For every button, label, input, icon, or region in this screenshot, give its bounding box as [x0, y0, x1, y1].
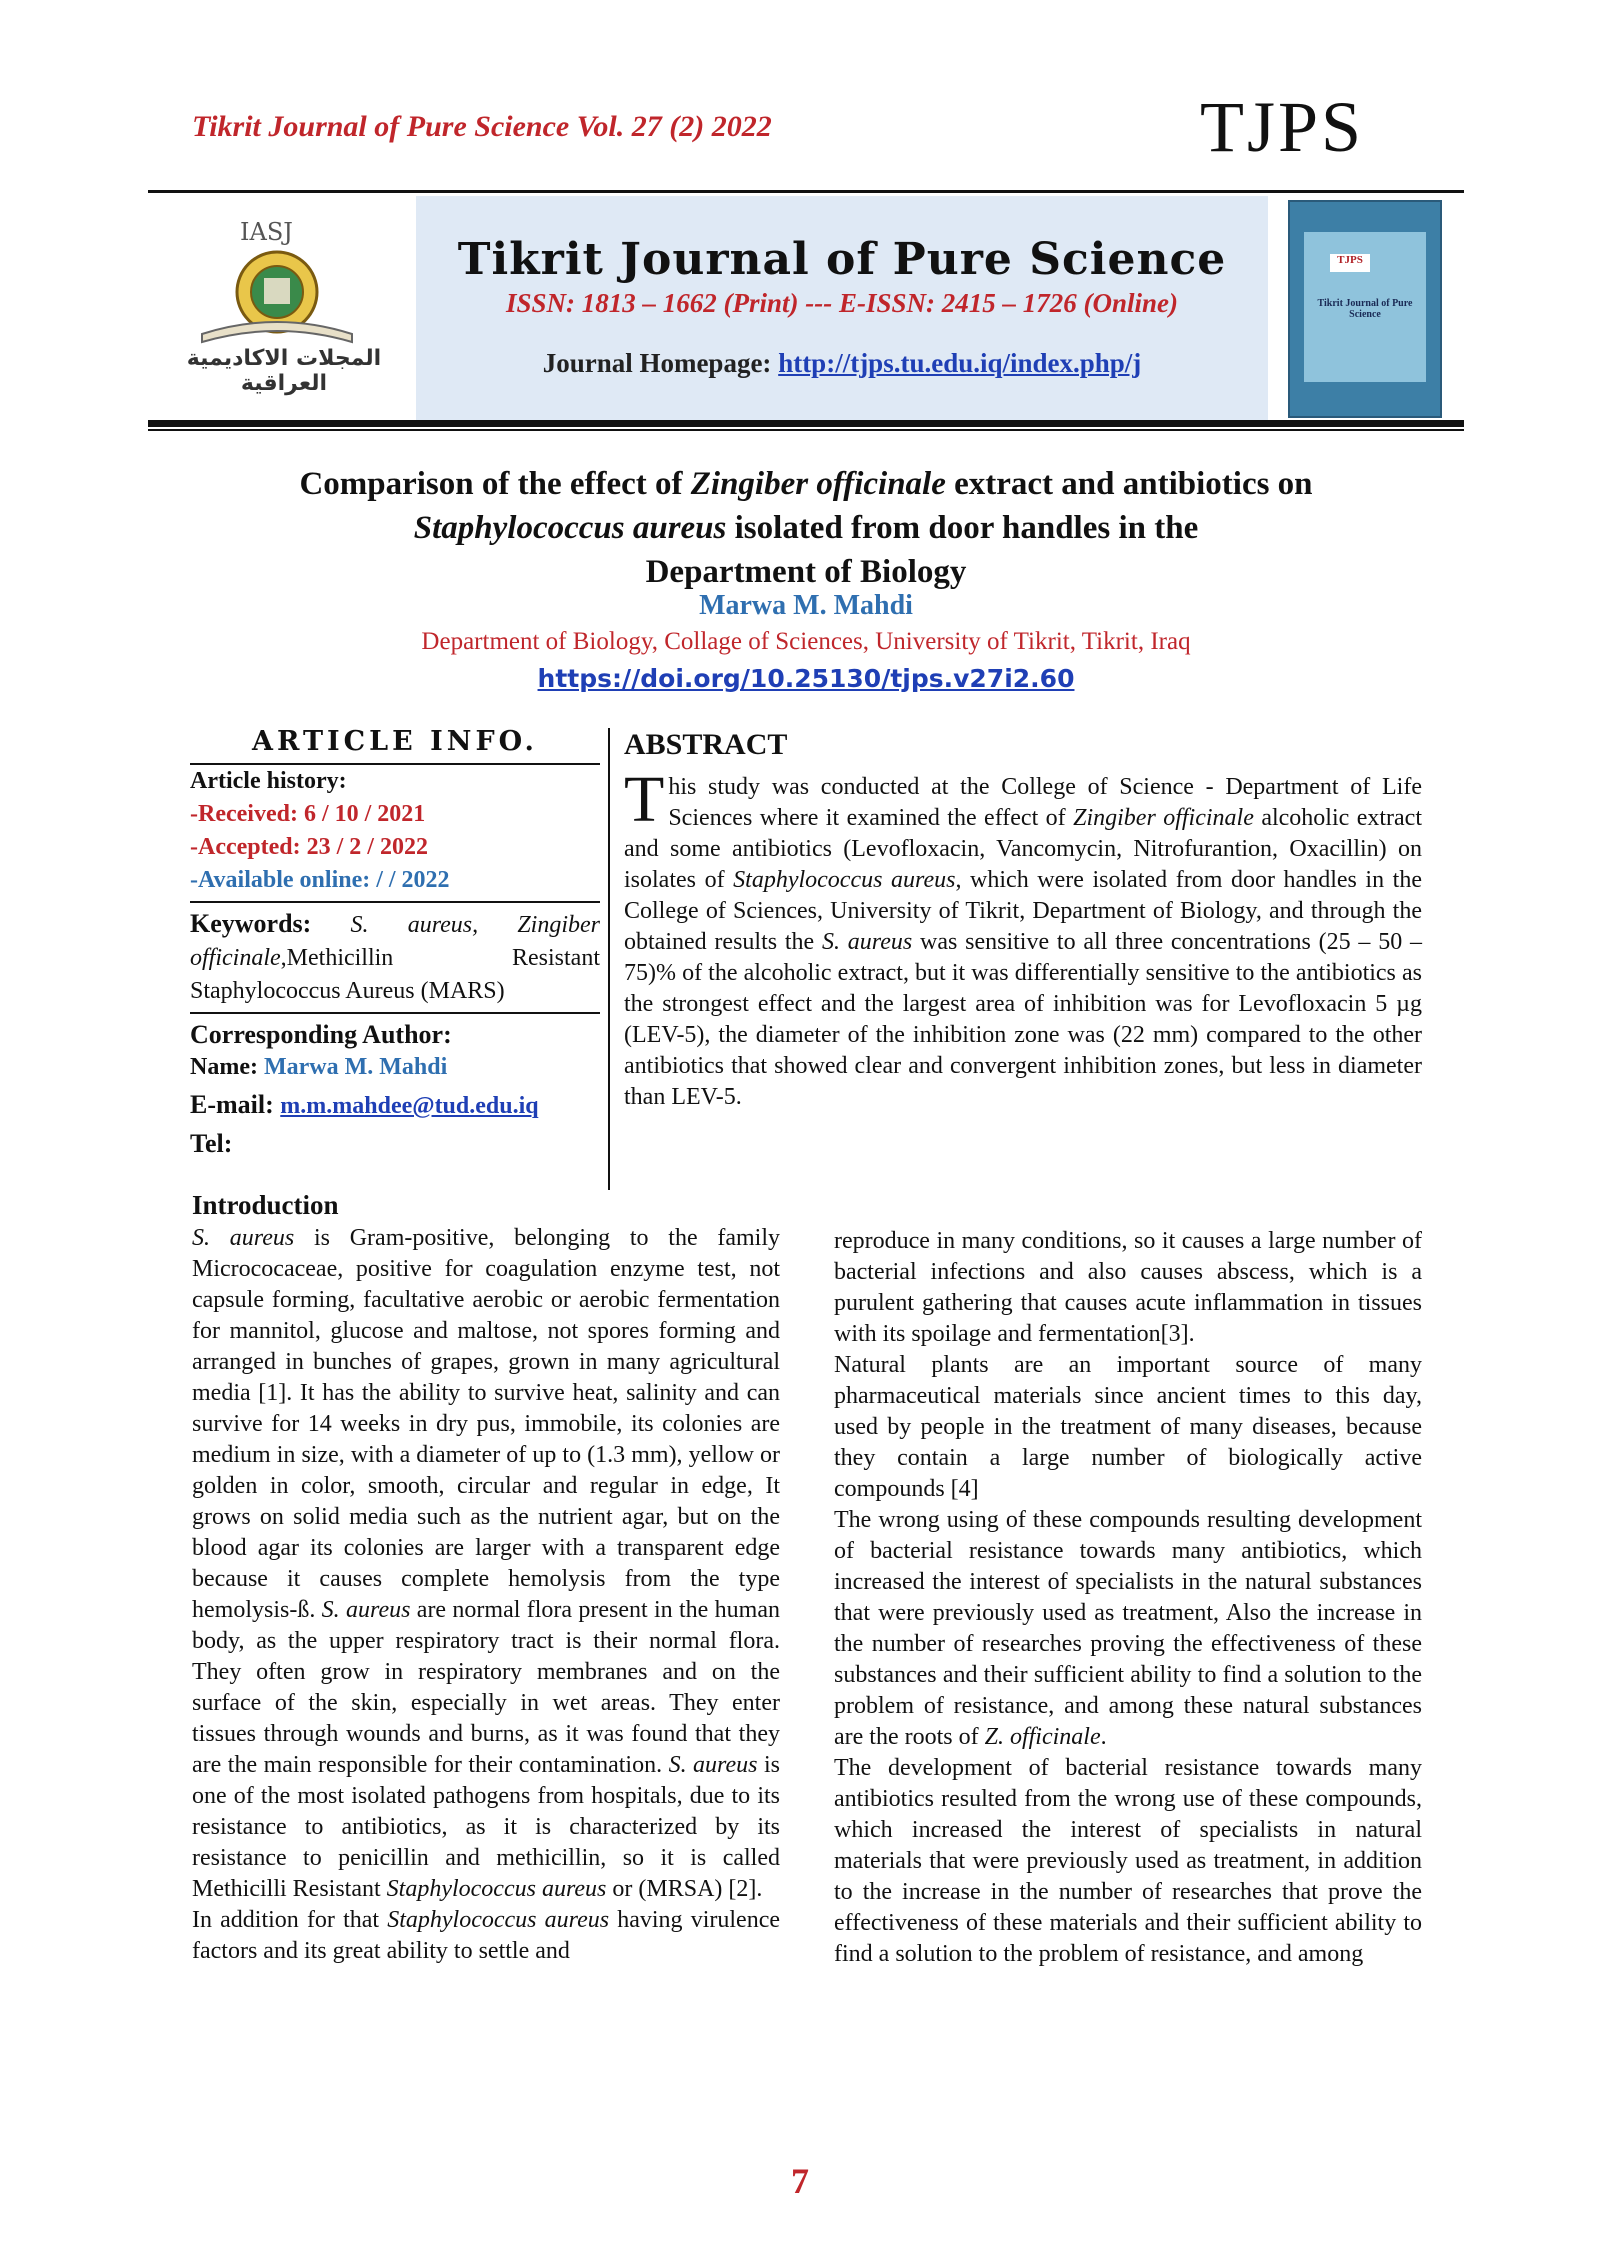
author-name: Marwa M. Mahdi	[699, 590, 913, 621]
cover-title: Tikrit Journal of Pure Science	[1317, 298, 1413, 320]
article-info-box	[190, 726, 600, 1160]
intro-paragraph: The wrong using of these compounds resulting development of bacterial resistance towards many antibiotics, which increased the interest of specialists in the natural substances that were previously used as treatment, Also the increase in the number of researches proving the effectiveness of these substances and their sufficient ability to find a solution to the problem of resistance, and among these natural substances are the roots of Z. officinale.	[834, 1507, 1422, 1750]
journal-cover-image	[1288, 200, 1442, 418]
iasj-logo-panel	[148, 196, 410, 420]
journal-homepage	[416, 348, 1268, 379]
doi-link[interactable]: https://doi.org/10.25130/tjps.v27i2.60	[537, 664, 1075, 693]
intro-paragraph: S. aureus is Gram-positive, belonging to the family Micrococaceae, positive for coagulation enzyme test, not capsule forming, facultative aerobic or aerobic fermentation for mannitol, glucose and maltose, not spores forming and arranged in bunches of grapes, grown in many agricultural media [1]. It has the ability to survive heat, salinity and can survive for 14 weeks in dry pus, immobile, its colonies are medium in size, with a diameter of up to (1.3 mm), yellow or golden in color, smooth, circular and regular in edge, It grows on solid media such as the nutrient agar, but on the blood agar its colonies are larger with a transparent edge because it causes complete hemolysis from the type hemolysis-ß. S. aureus are normal flora present in the human body, as the upper respiratory tract is their normal flora. They often grow in respiratory membranes and on the surface of the skin, especially in wet areas. They enter tissues through wounds and burns, as it was found that they are the main responsible for their contamination. S. aureus is one of the most isolated pathogens from hospitals, due to its resistance to antibiotics, as it is characterized by its resistance to penicillin and methicillin, so it is called Methicilli Resistant Staphylococcus aureus or (MRSA) [2].	[192, 1225, 780, 1902]
tel-label: Tel:	[190, 1129, 233, 1158]
homepage-label: Journal Homepage:	[542, 348, 779, 378]
issn-line: ISSN: 1813 – 1662 (Print) --- E-ISSN: 2415 – 1726 (Online)	[505, 288, 1179, 318]
info-divider	[608, 728, 610, 1190]
article-info-heading: ARTICLE INFO.	[190, 726, 600, 765]
running-title: Tikrit Journal of Pure Science Vol. 27 (2) 2022	[192, 110, 772, 143]
intro-paragraph: reproduce in many conditions, so it causes a large number of bacterial infections and also causes abscess, which is a purulent gathering that causes acute inflammation in tissues with its spoilage and fermentation[3].	[834, 1228, 1422, 1347]
intro-paragraph: In addition for that Staphylococcus aureus having virulence factors and its great ability to settle and	[192, 1907, 780, 1964]
page-number: 7	[791, 2161, 809, 2201]
accepted-date: -Accepted: 23 / 2 / 2022	[190, 834, 428, 860]
intro-heading: Introduction	[192, 1190, 339, 1220]
header-rule	[148, 190, 1464, 193]
tjps-logo: TJPS	[1200, 87, 1365, 167]
homepage-link[interactable]: http://tjps.tu.edu.iq/index.php/j	[778, 348, 1142, 378]
corresponding-author-label: Corresponding Author:	[190, 1020, 452, 1049]
banner-rule-thin	[148, 429, 1464, 431]
journal-cover-panel	[1278, 196, 1464, 420]
banner-rule-thick	[148, 420, 1464, 427]
cover-tjps-label: TJPS	[1330, 254, 1370, 272]
corresponding-author-email: E-mail: m.m.mahdee@tud.edu.iq	[190, 1090, 539, 1119]
available-online-date: -Available online: / / 2022	[190, 867, 450, 893]
author-affiliation: Department of Biology, Collage of Sciences, University of Tikrit, Tikrit, Iraq	[421, 628, 1191, 655]
keywords: Keywords: S. aureus, Zingiber officinale,Methicillin Resistant Staphylococcus Aureus (MARS)	[190, 909, 600, 1004]
corresponding-author-name: Name: Marwa M. Mahdi	[190, 1054, 448, 1080]
journal-banner	[148, 196, 1464, 420]
paper-title: Comparison of the effect of Zingiber officinale extract and antibiotics on Staphylococcus aureus isolated from door handles in the Department of Biology	[299, 466, 1313, 590]
intro-paragraph: Natural plants are an important source of many pharmaceutical materials since ancient times to this day, used by people in the treatment of many diseases, because they contain a large number of biologically active compounds [4]	[834, 1352, 1422, 1502]
received-date: -Received: 6 / 10 / 2021	[190, 801, 426, 827]
article-history-label: Article history:	[190, 768, 347, 794]
journal-title-panel	[416, 196, 1268, 420]
iasj-arabic-label: المجلات الاكاديمية العراقية	[186, 346, 382, 396]
abstract-heading: ABSTRACT	[624, 728, 788, 761]
iasj-emblem-icon	[192, 248, 362, 344]
abstract-text: This study was conducted at the College of Science - Department of Life Sciences where it examined the effect of Zingiber officinale alcoholic extract and some antibiotics (Levofloxacin, Vancomycin, Nitrofurantion, Oxacillin) on isolates of Staphylococcus aureus, which were isolated from door handles in the College of Sciences, University of Tikrit, Department of Biology, and through the obtained results the S. aureus was sensitive to all three concentrations (25 – 50 – 75)% of the alcoholic extract, but it was differentially sensitive to the antibiotics as the strongest effect and the largest area of inhibition was for Levofloxacin 5 µg (LEV-5), the diameter of the inhibition zone was (22 mm) compared to the other antibiotics that showed clear and convergent inhibition zones, but less in diameter than LEV-5.	[624, 763, 1423, 1110]
intro-paragraph: The development of bacterial resistance towards many antibiotics resulted from the wrong use of these compounds, which increased the interest of specialists in natural materials that were previously used as treatment, in addition to the increase in the number of researches that prove the effectiveness of these materials and their sufficient ability to find a solution to the problem of resistance, and among	[834, 1755, 1422, 1967]
journal-name: Tikrit Journal of Pure Science	[457, 234, 1227, 285]
intro-column-left	[192, 1190, 780, 1967]
iasj-label: IASJ	[240, 218, 293, 246]
abstract-section	[624, 728, 1422, 1113]
intro-column-right	[834, 1226, 1422, 1970]
